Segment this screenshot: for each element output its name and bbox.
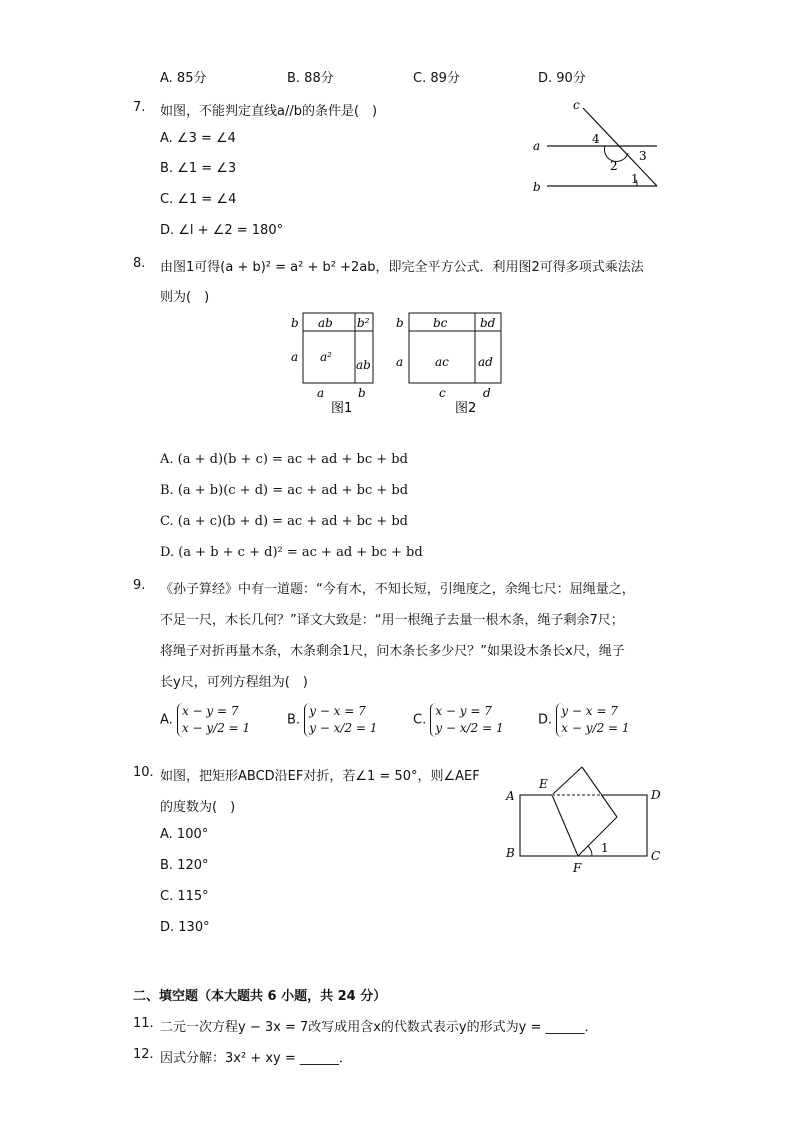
q7-option-d: D. ∠l + ∠2 = 180° [160, 223, 284, 238]
q9-option-a-eq2: x − y/2 = 1 [181, 721, 251, 735]
q9-option-b-eq1: y − x = 7 [309, 704, 366, 718]
q7-parallel-lines-figure [525, 95, 675, 200]
q8-option-c: C. (a + c)(b + d) = ac + ad + bc + bd [160, 514, 409, 529]
fig1-side-b: b [291, 316, 299, 330]
fig2-cell-ac: ac [435, 355, 449, 369]
label-A: A [506, 789, 515, 803]
q8-number: 8. [133, 256, 146, 271]
fig2-side-b: b [396, 316, 404, 330]
q6-option-d: D. 90分 [538, 71, 586, 86]
q11-text-after: ． [584, 1020, 598, 1035]
q9-option-c [413, 703, 504, 737]
q9-line3: 将绳子对折再量木条，木条剩余1尺，问木条长多少尺？”如果设木条长x尺，绳子 [160, 644, 625, 659]
label-B: B [506, 846, 515, 860]
fig2-side-a: a [396, 355, 404, 369]
figure-2 [396, 313, 501, 416]
q9-option-a-eq1: x − y = 7 [181, 704, 239, 718]
fig2-cell-bd: bd [480, 316, 496, 330]
label-b: b [533, 180, 541, 194]
label-a: a [533, 139, 541, 153]
q6-option-a: A. 85分 [160, 71, 207, 86]
fig2-bottom-d: d [483, 386, 491, 400]
line-c [583, 108, 657, 186]
rectangle-abcd [520, 795, 647, 856]
q8-stem-line1: 由图1可得(a + b)² = a² + b² +2ab，即完全平方公式．利用图2可得多项式乘法法 [160, 260, 644, 275]
fig1-cell-a2: a² [320, 350, 332, 364]
q6-option-c: C. 89分 [413, 71, 460, 86]
q9-option-b-label: B. [287, 712, 301, 728]
section-2-title: 二、填空题（本大题共 6 小题，共 24 分） [133, 989, 387, 1004]
q10-stem-line1: 如图，把矩形ABCD沿EF对折，若∠1 = 50°，则∠AEF [160, 769, 480, 784]
q9-option-a-label: A. [160, 712, 173, 728]
q10-option-a: A. 100° [160, 827, 209, 842]
q8-area-figures [285, 305, 510, 420]
q9-option-c-eq2: y − x/2 = 1 [435, 721, 504, 735]
q12-number: 12. [133, 1047, 154, 1062]
q7-number: 7. [133, 100, 146, 115]
q9-option-d-eq1: y − x = 7 [561, 704, 618, 718]
q11-text-before: 二元一次方程y − 3x = 7改写成用含x的代数式表示y的形式为y = [160, 1020, 546, 1035]
q12-text [160, 1047, 352, 1066]
label-C: C [651, 849, 661, 863]
label-D: D [651, 788, 661, 802]
fold-line-ef [552, 795, 578, 856]
fig1-side-a: a [291, 350, 299, 364]
q11-text [160, 1016, 598, 1035]
label-c: c [573, 98, 580, 112]
q10-number: 10. [133, 765, 154, 780]
q9-line2: 不足一尺，木长几何？”译文大致是：“用一根绳子去量一根木条，绳子剩余7尺； [160, 613, 624, 628]
angle-label-3: 3 [639, 149, 647, 163]
q9-option-c-label: C. [413, 712, 427, 728]
q8-option-a: A. (a + d)(b + c) = ac + ad + bc + bd [160, 452, 408, 467]
q8-option-d: D. (a + b + c + d)² = ac + ad + bc + bd [160, 545, 423, 560]
q10-stem-line2: 的度数为( ) [160, 800, 236, 815]
q9-option-b-eq2: y − x/2 = 1 [309, 721, 378, 735]
q12-text-before: 因式分解：3x² + xy = [160, 1051, 300, 1066]
q10-option-d: D. 130° [160, 920, 210, 935]
fig1-caption: 图1 [331, 401, 353, 416]
q10-option-c: C. 115° [160, 889, 209, 904]
fig1-cell-ab-right: ab [356, 358, 371, 372]
q9-line4: 长y尺，可列方程组为( ) [160, 675, 308, 690]
q9-option-d [538, 703, 630, 737]
q11-answer-blank[interactable]: ______ [545, 1020, 585, 1035]
fig2-cell-ad: ad [478, 355, 493, 369]
q10-option-b: B. 120° [160, 858, 209, 873]
q7-option-c: C. ∠1 = ∠4 [160, 192, 237, 207]
label-E: E [539, 777, 548, 791]
fig2-cell-bc: bc [433, 316, 448, 330]
angle-label-1: 1 [601, 841, 609, 855]
fig2-bottom-c: c [439, 386, 446, 400]
q12-text-after: ． [338, 1051, 352, 1066]
q9-option-d-label: D. [538, 712, 553, 728]
q8-option-b: B. (a + b)(c + d) = ac + ad + bc + bd [160, 483, 409, 498]
q12-answer-blank[interactable]: ______ [299, 1051, 339, 1066]
label-F: F [573, 861, 582, 875]
angle-label-2: 2 [610, 159, 618, 173]
angle-label-4: 4 [592, 132, 600, 146]
q6-option-b: B. 88分 [287, 71, 334, 86]
fig1-bottom-a: a [317, 386, 325, 400]
fig1-cell-b2: b² [357, 316, 370, 330]
q8-stem-line2: 则为( ) [160, 290, 210, 305]
q11-number: 11. [133, 1016, 154, 1031]
q9-option-a [160, 703, 250, 737]
q7-option-a: A. ∠3 = ∠4 [160, 131, 236, 146]
figure-1 [291, 313, 373, 416]
q9-option-c-eq1: x − y = 7 [435, 704, 492, 718]
q7-option-b: B. ∠1 = ∠3 [160, 161, 237, 176]
fig2-caption: 图2 [455, 401, 477, 416]
q9-number: 9. [133, 578, 146, 593]
q7-stem: 如图，不能判定直线a//b的条件是( ) [160, 104, 378, 119]
q9-line1: 《孙子算经》中有一道题：“今有木，不知长短，引绳度之，余绳七尺：屈绳量之， [160, 582, 635, 597]
fig1-cell-ab-top: ab [318, 316, 333, 330]
q9-option-d-eq2: x − y/2 = 1 [561, 721, 630, 735]
angle-label-1: 1 [631, 172, 639, 186]
q9-option-b [287, 703, 377, 737]
q10-folded-rectangle-figure [500, 760, 675, 880]
fig1-bottom-b: b [358, 386, 366, 400]
